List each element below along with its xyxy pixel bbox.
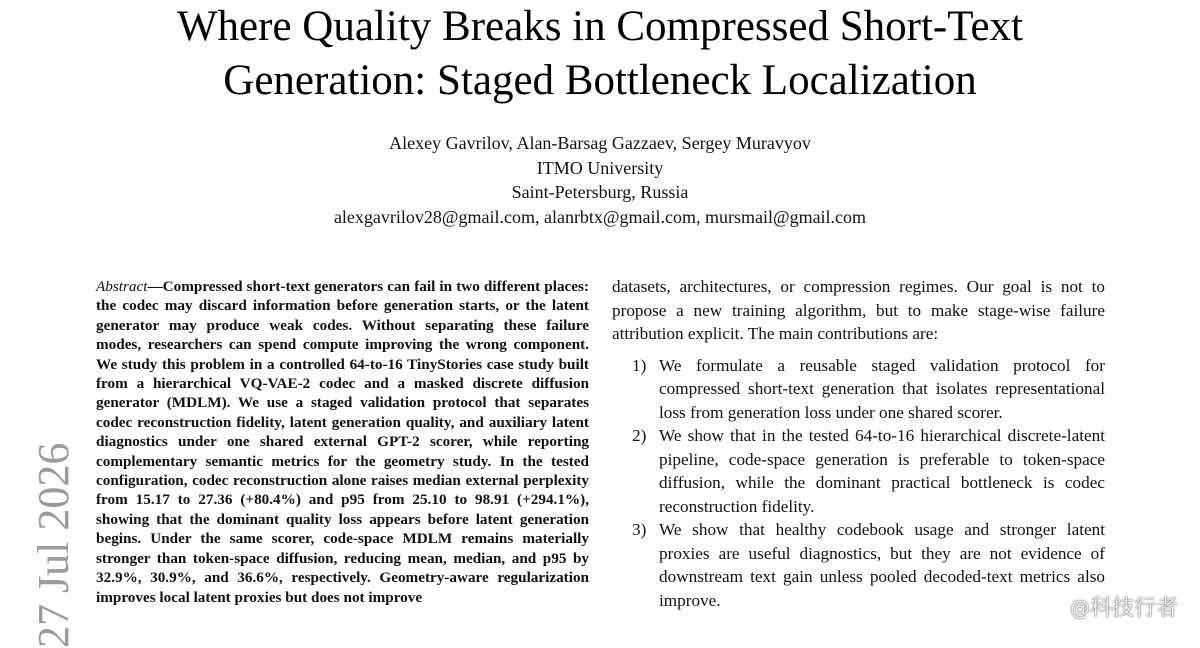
contribution-number: 3) <box>632 520 647 539</box>
contribution-text: We show that healthy codebook usage and stronger latent proxies are useful diagnostics, but they are not evidence of downstream text gain unless pooled decoded-text metrics also improve. <box>659 520 1105 610</box>
watermark-at-symbol: @ <box>1069 596 1090 620</box>
watermark-text: 科技行者 <box>1089 596 1178 621</box>
author-block <box>0 131 1200 229</box>
intro-column <box>612 275 1105 612</box>
side-date-stamp: 27 Jul 2026 <box>29 442 78 648</box>
intro-paragraph: datasets, architectures, or compression regimes. Our goal is not to propose a new training algorithm, but to make stage-wise failure attribution explicit. The main contributions are: <box>612 277 1105 343</box>
contribution-number: 1) <box>632 355 647 375</box>
contribution-item <box>612 424 1105 518</box>
paper-title-line-2: Generation: Staged Bottleneck Localization <box>223 57 977 104</box>
author-emails: alexgavrilov28@gmail.com, alanrbtx@gmail.com, mursmail@gmail.com <box>333 206 867 227</box>
author-affiliation: ITMO University <box>536 157 664 178</box>
contribution-number: 2) <box>632 426 647 445</box>
watermark <box>1070 591 1178 622</box>
paper-title-line-1: Where Quality Breaks in Compressed Short-Text <box>176 3 1024 50</box>
abstract-section <box>96 277 589 607</box>
author-location: Saint-Petersburg, Russia <box>511 182 689 202</box>
contribution-item <box>612 518 1105 612</box>
abstract-label: Abstract <box>96 278 148 295</box>
contribution-item <box>612 354 1105 425</box>
abstract-dash: — <box>147 278 163 295</box>
contributions-list <box>612 354 1105 613</box>
contribution-text: We show that in the tested 64-to-16 hierarchical discrete-latent pipeline, code-space generation is preferable to token-space diffusion, while the dominant practical bottleneck is codec reconstruction fidelity. <box>659 426 1105 516</box>
contribution-text: We formulate a reusable staged validation protocol for compressed short-text generation that isolates representational loss from generation loss under one shared scorer. <box>659 355 1105 422</box>
paper-title <box>0 0 1200 108</box>
author-names: Alexey Gavrilov, Alan-Barsag Gazzaev, Sergey Muravyov <box>389 133 811 153</box>
abstract-text: Compressed short-text generators can fail in two different places: the codec may discard information before generation starts, or the latent generator may produce weak codes. Without separating these failure modes, researchers can spend compute improving the wrong component. We study this problem in a controlled 64-to-16 TinyStories case study built from a hierarchical VQ-VAE-2 codec and a masked discrete diffusion generator (MDLM). We use a staged validation protocol that separates codec reconstruction fidelity, latent generation quality, and auxiliary latent diagnostics under one shared external GPT-2 scorer, while reporting complementary semantic metrics for the geometry study. In the tested configuration, codec reconstruction alone raises median external perplexity from 15.17 to 27.36 (+80.4%) and p95 from 25.10 to 98.91 (+294.1%), showing that the dominant quality loss appears before latent generation begins. Under the same scorer, code-space MDLM remains materially stronger than token-space diffusion, reducing mean, median, and p95 by 32.9%, 30.9%, and 36.6%, respectively. Geometry-aware regularization improves local latent proxies but does not improve <box>96 278 589 606</box>
